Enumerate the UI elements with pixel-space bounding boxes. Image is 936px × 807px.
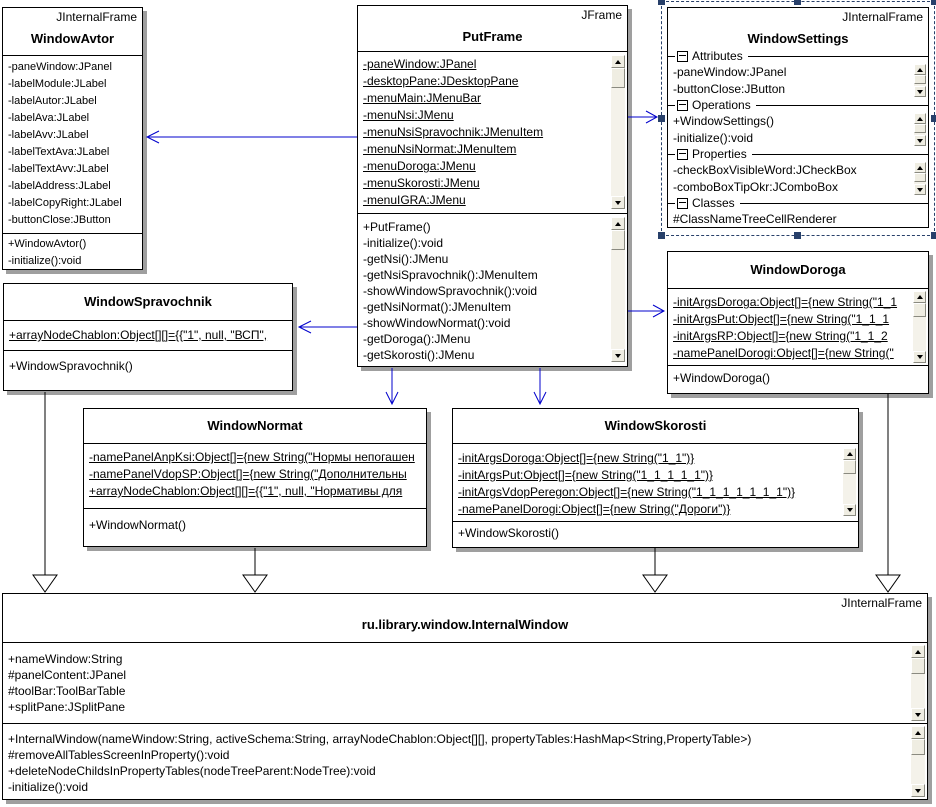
- section-label: Attributes: [692, 49, 743, 63]
- stereotype-label: JInternalFrame: [842, 10, 923, 24]
- selection-handle[interactable]: [931, 0, 936, 5]
- rule: [756, 105, 928, 106]
- scroll-thumb[interactable]: [911, 658, 925, 674]
- rule: [748, 56, 928, 57]
- attributes-compartment: [4, 320, 292, 350]
- class-header: [84, 409, 426, 443]
- attribute: -menuNsiNormat:JMenuItem: [363, 142, 517, 156]
- attribute: -labelAva:JLabel: [8, 112, 90, 124]
- attributes-compartment: [453, 443, 858, 521]
- attribute: -initArgsDoroga:Object[]={new String("1_1: [673, 295, 898, 309]
- collapse-icon[interactable]: [677, 51, 688, 62]
- operation: +WindowSettings(): [673, 114, 775, 128]
- class-name: PutFrame: [462, 29, 523, 44]
- attributes-scrollbar[interactable]: [911, 645, 925, 721]
- class-window-spravochnik[interactable]: [3, 283, 293, 391]
- arrow-down-icon: [917, 188, 923, 192]
- attributes-compartment: [84, 443, 426, 508]
- attribute: -initArgsRP:Object[]={new String("1_1_2: [673, 329, 888, 343]
- rule: [740, 203, 928, 204]
- selection-handle[interactable]: [658, 115, 665, 122]
- attribute: -initArgsDoroga:Object[]={new String("1_1")}: [458, 451, 695, 465]
- scroll-down-button[interactable]: [914, 184, 926, 195]
- mini-scrollbar[interactable]: [914, 162, 926, 195]
- attribute: -namePanelVdopSP:Object[]={new String("Дополнительны: [89, 467, 407, 481]
- scroll-up-button[interactable]: [913, 291, 926, 303]
- attribute: -labelAutor:JLabel: [8, 95, 97, 107]
- attribute: -namePanelAnpKsi:Object[]={new String("Нормы непогашен: [89, 450, 415, 464]
- attribute: -menuNsiSpravochnik:JMenuItem: [363, 125, 544, 139]
- section-header-operations[interactable]: [668, 97, 928, 113]
- scroll-down-button[interactable]: [911, 708, 925, 721]
- collapse-icon[interactable]: [677, 100, 688, 111]
- property: -checkBoxVisibleWord:JCheckBox: [673, 163, 857, 177]
- attribute: -labelAvv:JLabel: [8, 129, 89, 141]
- operation: -initialize():void: [363, 236, 444, 250]
- operations-compartment: [668, 113, 928, 146]
- scroll-thumb[interactable]: [911, 739, 925, 755]
- attribute: -paneWindow:JPanel: [673, 65, 787, 79]
- rule: [752, 154, 928, 155]
- scroll-thumb[interactable]: [843, 460, 856, 474]
- operations-compartment: [668, 365, 928, 393]
- class-window-skorosti[interactable]: [452, 408, 859, 548]
- class-name: WindowAvtor: [30, 31, 115, 46]
- scroll-up-button[interactable]: [843, 448, 856, 460]
- attribute: +arrayNodeChablon:Object[][]={{"1", null, "Нормативы для: [89, 484, 403, 498]
- scroll-down-button[interactable]: [911, 784, 925, 797]
- operation: +WindowSpravochnik(): [9, 359, 133, 373]
- attribute: -namePanelDorogi:Object[]={new String("Дороги")}: [458, 502, 731, 516]
- operation: -initialize():void: [8, 255, 82, 267]
- class-header: [3, 8, 142, 55]
- class-header: [358, 6, 627, 51]
- arrow-up-icon: [615, 222, 621, 226]
- scroll-down-button[interactable]: [914, 135, 926, 146]
- attribute: -paneWindow:JPanel: [8, 61, 112, 73]
- scroll-thumb[interactable]: [611, 230, 625, 250]
- operation: +WindowSkorosti(): [458, 526, 560, 540]
- attribute: -paneWindow:JPanel: [363, 57, 477, 71]
- operations-compartment: [3, 233, 142, 269]
- class-window-normat[interactable]: [83, 408, 427, 547]
- class-header: [453, 409, 858, 443]
- classes-compartment: [668, 211, 928, 228]
- operation: +WindowNormat(): [89, 518, 187, 532]
- scroll-thumb[interactable]: [914, 75, 926, 84]
- attribute: -labelModule:JLabel: [8, 78, 107, 90]
- attribute: -initArgsPut:Object[]={new String("1_1_1: [673, 312, 890, 326]
- scroll-down-button[interactable]: [843, 504, 856, 516]
- class-name: WindowSettings: [747, 31, 849, 46]
- operation: +WindowAvtor(): [8, 238, 87, 250]
- attributes-scrollbar[interactable]: [611, 55, 625, 209]
- operation: +InternalWindow(nameWindow:String, activeSchema:String, arrayNodeChablon:Object[][], propertyTables:HashMap<String,PropertyTable>): [8, 732, 752, 746]
- selection-handle[interactable]: [794, 232, 801, 239]
- operation: -initialize():void: [673, 131, 754, 145]
- class-header: [668, 8, 928, 48]
- rule: [668, 154, 675, 155]
- scroll-thumb[interactable]: [913, 303, 926, 317]
- operations-scrollbar[interactable]: [611, 217, 625, 362]
- attributes-compartment: [358, 51, 627, 213]
- arrow-up-icon: [915, 731, 921, 735]
- selection-handle[interactable]: [931, 232, 936, 239]
- attributes-compartment: [3, 55, 142, 233]
- arrow-up-icon: [917, 117, 923, 121]
- rule: [668, 203, 675, 204]
- class-name: ru.library.window.InternalWindow: [361, 617, 569, 632]
- section-header-classes[interactable]: [668, 195, 928, 211]
- scroll-thumb[interactable]: [914, 173, 926, 182]
- operation: -showWindowNormat():void: [363, 316, 511, 330]
- class-name: WindowNormat: [207, 418, 303, 433]
- attribute: -initArgsPut:Object[]={new String("1_1_1_1_1")}: [458, 468, 713, 482]
- operation: +PutFrame(): [363, 220, 431, 234]
- attribute: #toolBar:ToolBarTable: [8, 684, 126, 698]
- class-put-frame[interactable]: [357, 5, 628, 367]
- class-header: [668, 252, 928, 288]
- property: -comboBoxTipOkr:JComboBox: [673, 180, 838, 194]
- section-header-properties[interactable]: [668, 146, 928, 162]
- section-label: Properties: [692, 147, 747, 161]
- arrow-down-icon: [615, 354, 621, 358]
- class-internal-window[interactable]: [2, 593, 928, 800]
- arrow-up-icon: [615, 60, 621, 64]
- arrow-down-icon: [917, 139, 923, 143]
- mini-scrollbar[interactable]: [914, 113, 926, 146]
- operation: -showWindowSpravochnik():void: [363, 284, 538, 298]
- collapse-icon[interactable]: [677, 149, 688, 160]
- class-name: WindowSkorosti: [604, 418, 707, 433]
- operations-compartment: [453, 521, 858, 547]
- attribute: -labelTextAvv:JLabel: [8, 163, 109, 175]
- class-header: [4, 284, 292, 320]
- selection-handle[interactable]: [931, 115, 936, 122]
- class-header: [3, 594, 927, 642]
- arrow-down-icon: [917, 90, 923, 94]
- selection-handle[interactable]: [658, 232, 665, 239]
- attribute: -labelCopyRight:JLabel: [8, 197, 122, 209]
- attribute: -initArgsVdopPeregon:Object[]={new String("1_1_1_1_1_1_1")}: [458, 485, 796, 499]
- attributes-compartment: [668, 64, 928, 97]
- arrow-down-icon: [917, 355, 923, 359]
- scroll-up-button[interactable]: [914, 113, 926, 124]
- operations-scrollbar[interactable]: [911, 726, 925, 797]
- rule: [668, 56, 675, 57]
- operation: +deleteNodeChildsInPropertyTables(nodeTreeParent:NodeTree):void: [8, 764, 376, 778]
- class-window-avtor[interactable]: [2, 7, 143, 270]
- attribute: -menuMain:JMenuBar: [363, 91, 482, 105]
- operation: -getNsiNormat():JMenuItem: [363, 300, 512, 314]
- mini-scrollbar[interactable]: [914, 64, 926, 97]
- arrow-down-icon: [615, 201, 621, 205]
- attribute: -labelAddress:JLabel: [8, 180, 111, 192]
- class-window-settings[interactable]: [667, 7, 929, 228]
- rule: [668, 105, 675, 106]
- scroll-thumb[interactable]: [914, 124, 926, 133]
- collapse-icon[interactable]: [677, 198, 688, 209]
- arrow-down-icon: [847, 508, 853, 512]
- attributes-compartment: [668, 288, 928, 365]
- operations-compartment: [84, 508, 426, 546]
- class-name: WindowSpravochnik: [84, 294, 212, 309]
- attribute: +arrayNodeChablon:Object[][]={{"1", null, "ВСП",: [9, 328, 268, 342]
- arrow-down-icon: [915, 789, 921, 793]
- properties-compartment: [668, 162, 928, 195]
- selection-handle[interactable]: [794, 0, 801, 5]
- attributes-compartment: [3, 642, 927, 723]
- attributes-scrollbar[interactable]: [843, 448, 856, 516]
- operations-compartment: [358, 213, 627, 366]
- attribute: #panelContent:JPanel: [8, 668, 127, 682]
- scroll-down-button[interactable]: [611, 349, 625, 362]
- section-header-attributes[interactable]: [668, 48, 928, 64]
- arrow-up-icon: [917, 166, 923, 170]
- attribute: -menuIGRA:JMenu: [363, 193, 466, 207]
- attribute: -namePanelDorogi:Object[]={new String(": [673, 346, 894, 360]
- scroll-down-button[interactable]: [914, 86, 926, 97]
- operation: -getSkorosti():JMenu: [363, 348, 475, 362]
- operations-compartment: [4, 350, 292, 390]
- section-label: Classes: [692, 196, 735, 210]
- operation: -getNsiSpravochnik():JMenuItem: [363, 268, 538, 282]
- stereotype-label: JFrame: [581, 8, 622, 22]
- operation: -initialize():void: [8, 780, 89, 794]
- arrow-down-icon: [915, 713, 921, 717]
- scroll-thumb[interactable]: [611, 68, 625, 88]
- class-name: WindowDoroga: [750, 262, 846, 277]
- scroll-up-button[interactable]: [914, 64, 926, 75]
- arrow-up-icon: [847, 452, 853, 456]
- stereotype-label: JInternalFrame: [841, 596, 922, 610]
- attribute: -labelTextAva:JLabel: [8, 146, 110, 158]
- attribute: -buttonClose:JButton: [8, 214, 111, 226]
- section-label: Operations: [692, 98, 751, 112]
- arrow-up-icon: [917, 68, 923, 72]
- attribute: +splitPane:JSplitPane: [8, 700, 126, 714]
- class-window-doroga[interactable]: [667, 251, 929, 394]
- attributes-scrollbar[interactable]: [913, 291, 926, 363]
- stereotype-label: JInternalFrame: [56, 10, 137, 24]
- scroll-up-button[interactable]: [914, 162, 926, 173]
- operation: -getDoroga():JMenu: [363, 332, 471, 346]
- arrow-up-icon: [917, 295, 923, 299]
- scroll-up-button[interactable]: [911, 726, 925, 739]
- arrow-up-icon: [915, 650, 921, 654]
- scroll-up-button[interactable]: [911, 645, 925, 658]
- operation: #removeAllTablesScreenInProperty():void: [8, 748, 230, 762]
- attribute: -buttonClose:JButton: [673, 82, 786, 96]
- attribute: +nameWindow:String: [8, 652, 123, 666]
- operations-compartment: [3, 723, 927, 799]
- scroll-down-button[interactable]: [913, 351, 926, 363]
- attribute: -menuSkorosti:JMenu: [363, 176, 480, 190]
- scroll-up-button[interactable]: [611, 55, 625, 68]
- operation: -getNsi():JMenu: [363, 252, 449, 266]
- scroll-up-button[interactable]: [611, 217, 625, 230]
- selection-handle[interactable]: [658, 0, 665, 5]
- attribute: -desktopPane:JDesktopPane: [363, 74, 519, 88]
- scroll-down-button[interactable]: [611, 196, 625, 209]
- operation: +WindowDoroga(): [673, 371, 771, 385]
- attribute: -menuDoroga:JMenu: [363, 159, 476, 173]
- inner-class: #ClassNameTreeCellRenderer: [673, 212, 837, 226]
- attribute: -menuNsi:JMenu: [363, 108, 454, 122]
